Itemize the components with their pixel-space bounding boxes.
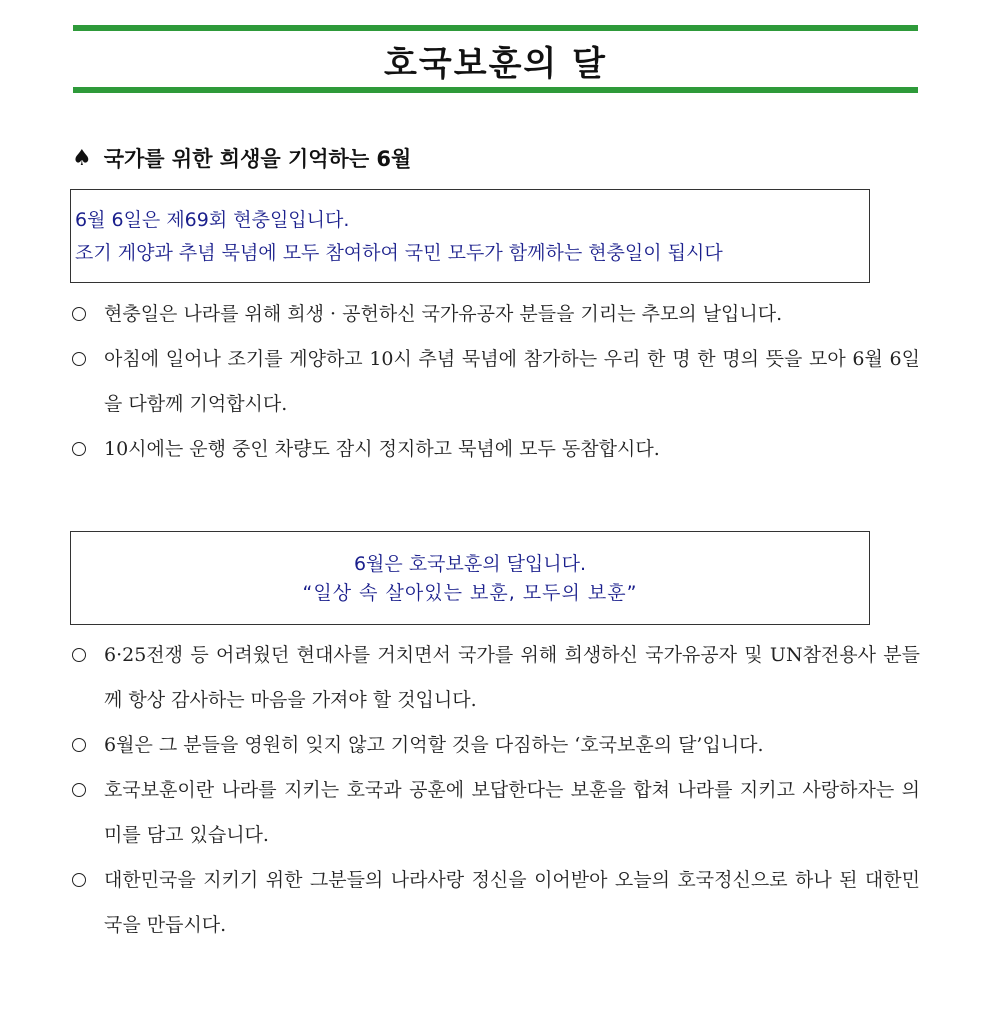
circle-bullet-icon — [72, 648, 86, 662]
list-item — [72, 427, 920, 472]
list-item-text: 6·25전쟁 등 어려웠던 현대사를 거치면서 국가를 위해 희생하신 국가유공자 및 UN참전용사 분들께 항상 감사하는 마음을 가져야 할 것입니다. — [104, 644, 920, 711]
circle-bullet-icon — [72, 738, 86, 752]
circle-bullet-icon — [72, 307, 86, 321]
list-item-text: 6월은 그 분들을 영원히 잊지 않고 기억할 것을 다짐하는 ‘호국보훈의 달’입니다. — [104, 734, 764, 756]
section-heading — [72, 143, 411, 173]
page-title: 호국보훈의 달 — [384, 44, 607, 84]
list-item — [72, 633, 920, 723]
list-item — [72, 337, 920, 427]
list-item — [72, 723, 920, 768]
circle-bullet-icon — [72, 442, 86, 456]
list-item — [72, 292, 920, 337]
notice-box-line-2: 조기 게양과 추념 묵념에 모두 참여하여 국민 모두가 함께하는 현충일이 됩시다 — [75, 242, 723, 264]
section-heading-text: 국가를 위한 희생을 기억하는 6월 — [103, 147, 412, 171]
list-item — [72, 858, 920, 948]
circle-bullet-icon — [72, 873, 86, 887]
memorial-day-bullet-list — [72, 292, 920, 472]
list-item-text: 현충일은 나라를 위해 희생 · 공헌하신 국가유공자 분들을 기리는 추모의 날입니다. — [104, 303, 783, 325]
title-top-rule — [73, 25, 918, 31]
list-item — [72, 768, 920, 858]
circle-bullet-icon — [72, 783, 86, 797]
spade-icon: ♠ — [72, 145, 92, 171]
list-item-text: 아침에 일어나 조기를 게양하고 10시 추념 묵념에 참가하는 우리 한 명 한 명의 뜻을 모아 6월 6일을 다함께 기억합시다. — [104, 348, 920, 415]
notice-box-line-1: 6월은 호국보훈의 달입니다. — [353, 553, 587, 575]
title-band — [73, 25, 918, 95]
title-bottom-rule — [73, 87, 918, 93]
notice-box-slogan: “일상 속 살아있는 보훈, 모두의 보훈” — [302, 582, 638, 604]
notice-box-patriots-month — [70, 531, 870, 625]
patriots-month-bullet-list — [72, 633, 920, 948]
list-item-text: 호국보훈이란 나라를 지키는 호국과 공훈에 보답한다는 보훈을 합쳐 나라를 지키고 사랑하자는 의미를 담고 있습니다. — [104, 779, 920, 846]
list-item-text: 10시에는 운행 중인 차량도 잠시 정지하고 묵념에 모두 동참합시다. — [104, 438, 660, 460]
circle-bullet-icon — [72, 352, 86, 366]
notice-box-memorial-day — [70, 189, 870, 283]
list-item-text: 대한민국을 지키기 위한 그분들의 나라사랑 정신을 이어받아 오늘의 호국정신으로 하나 된 대한민국을 만듭시다. — [104, 869, 920, 936]
notice-box-line-1: 6월 6일은 제69회 현충일입니다. — [75, 209, 350, 231]
